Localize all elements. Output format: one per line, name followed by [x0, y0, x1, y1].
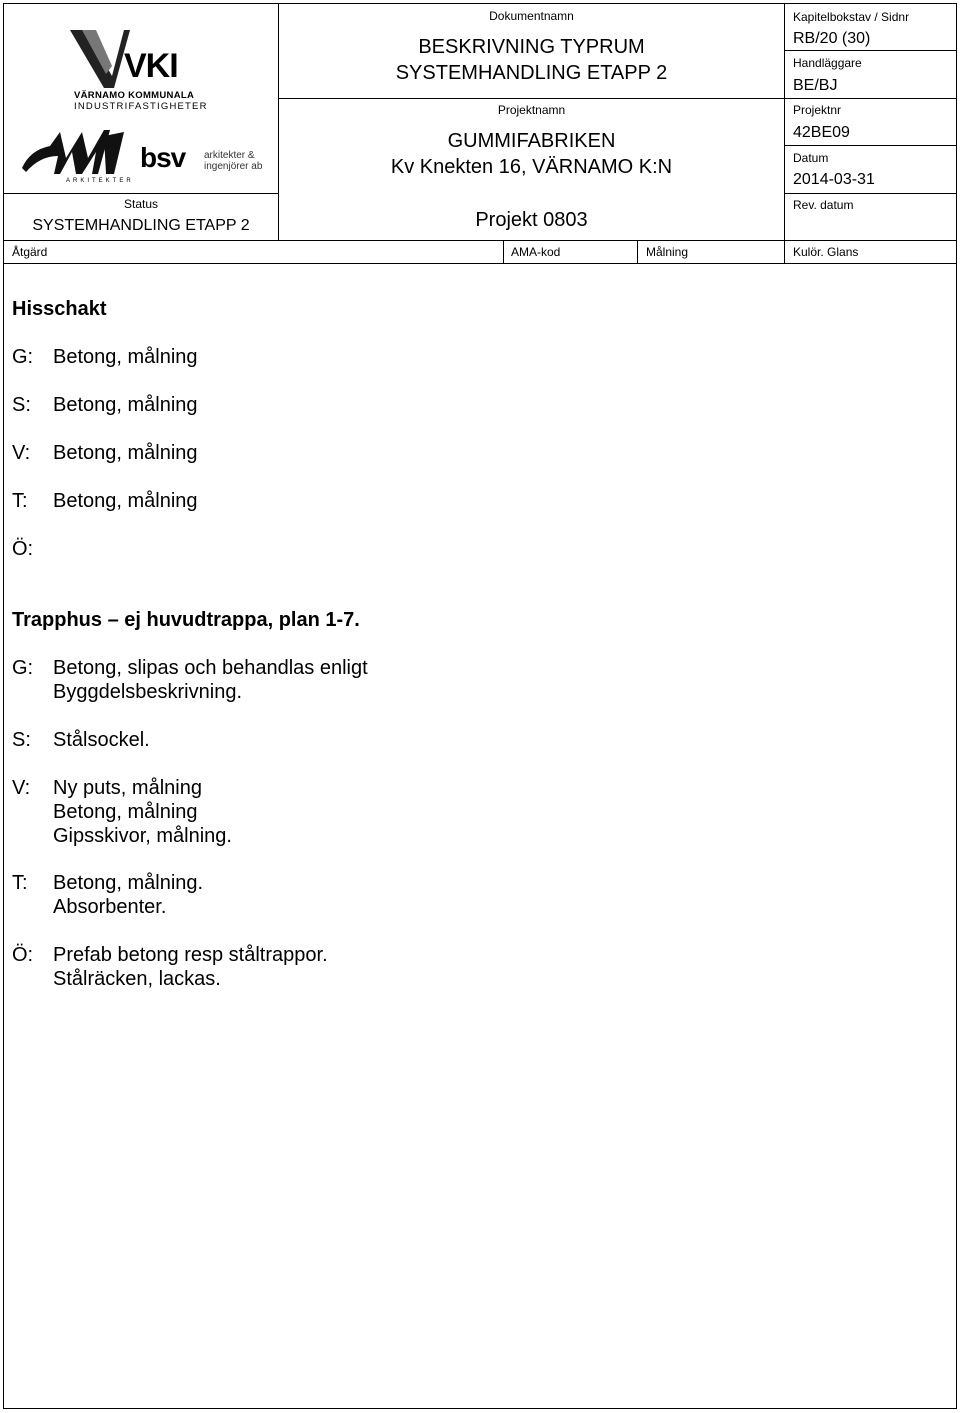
row-value — [53, 393, 198, 417]
status-label: Status — [123, 197, 159, 211]
projektnamn-label: Projektnamn — [497, 103, 566, 117]
column-header-ama-kod: AMA-kod — [511, 245, 561, 259]
row-key: T: — [12, 872, 28, 894]
row-key: V: — [12, 777, 31, 799]
section-title: Trapphus – ej huvudtrappa, plan 1-7. — [12, 609, 360, 631]
vki-logo-text: VKI — [124, 47, 178, 85]
bsv-logo-text: bsv — [140, 142, 186, 173]
dokumentnamn-label: Dokumentnamn — [489, 9, 574, 23]
row-line: Prefab betong resp ståltrappor. — [53, 944, 328, 966]
row-line: Betong, målning — [53, 394, 198, 416]
projektnr-value: 42BE09 — [793, 124, 850, 141]
row-value — [53, 489, 198, 513]
row-line: Gipsskivor, målning. — [53, 825, 232, 847]
row-line: Byggdelsbeskrivning. — [53, 681, 242, 703]
header-divider — [784, 193, 957, 194]
header-divider — [3, 240, 957, 241]
row-line: Betong, slipas och behandlas enligt — [53, 657, 368, 679]
bsv-logo — [140, 142, 270, 182]
row-key: S: — [12, 394, 31, 416]
row-line: Betong, målning. — [53, 872, 204, 894]
vki-logo — [60, 26, 210, 112]
row-value — [53, 943, 328, 991]
row-key: Ö: — [12, 538, 34, 560]
datum-label: Datum — [793, 151, 829, 165]
revdatum-label: Rev. datum — [793, 198, 854, 212]
handlaggare-value: BE/BJ — [793, 77, 838, 94]
projektnr-label: Projektnr — [793, 103, 842, 117]
row-line: Ny puts, målning — [53, 777, 202, 799]
column-header-malning: Målning — [646, 245, 689, 259]
mm-logo-sub: ARKITEKTER — [66, 178, 134, 184]
column-divider — [784, 240, 785, 264]
row-line: Betong, målning — [53, 490, 198, 512]
row-line: Absorbenter. — [53, 896, 167, 918]
row-line: Betong, målning — [53, 442, 198, 464]
header-divider — [278, 98, 785, 99]
row-line: Stålsockel. — [53, 729, 150, 751]
row-key: G: — [12, 657, 34, 679]
column-divider — [503, 240, 504, 264]
mm-logo-mark — [20, 128, 130, 178]
column-divider — [637, 240, 638, 264]
row-line: Betong, målning — [53, 801, 198, 823]
dokumentnamn-line2: SYSTEMHANDLING ETAPP 2 — [395, 62, 668, 84]
column-header-kulor-glans: Kulör. Glans — [793, 245, 859, 259]
projektnamn-line2: Kv Knekten 16, VÄRNAMO K:N — [390, 156, 673, 178]
kapitel-value: RB/20 (30) — [793, 30, 871, 47]
row-key: Ö: — [12, 944, 34, 966]
vki-logo-sub2: INDUSTRIFASTIGHETER — [74, 101, 208, 112]
bsv-logo-sub2: ingenjörer ab — [204, 161, 263, 172]
header-divider — [784, 50, 957, 51]
status-value: SYSTEMHANDLING ETAPP 2 — [32, 217, 250, 234]
row-key: G: — [12, 346, 34, 368]
mm-logo — [20, 128, 134, 188]
row-key: V: — [12, 442, 31, 464]
datum-value: 2014-03-31 — [793, 171, 875, 188]
row-line: Stålräcken, lackas. — [53, 968, 221, 990]
vki-logo-sub1: VÄRNAMO KOMMUNALA — [74, 90, 195, 101]
kapitel-label: Kapitelbokstav / Sidnr — [793, 10, 910, 24]
bsv-logo-sub1: arkitekter & — [204, 150, 255, 161]
column-header-atgard: Åtgärd — [12, 245, 48, 259]
row-value — [53, 871, 203, 919]
section-title: Hisschakt — [12, 298, 107, 320]
row-value — [53, 656, 368, 704]
dokumentnamn-line1: BESKRIVNING TYPRUM — [418, 36, 645, 58]
row-value — [53, 776, 232, 848]
column-header-divider — [3, 263, 957, 264]
row-line: Betong, målning — [53, 346, 198, 368]
header-divider — [784, 145, 957, 146]
row-value — [53, 441, 198, 465]
header-divider — [784, 98, 957, 99]
row-value — [53, 345, 198, 369]
row-value — [53, 728, 150, 752]
projektnamn-line1: GUMMIFABRIKEN — [447, 130, 616, 152]
header-divider — [3, 193, 279, 194]
row-key: S: — [12, 729, 31, 751]
projekt-number: Projekt 0803 — [475, 209, 588, 231]
handlaggare-label: Handläggare — [793, 56, 862, 70]
row-key: T: — [12, 490, 28, 512]
